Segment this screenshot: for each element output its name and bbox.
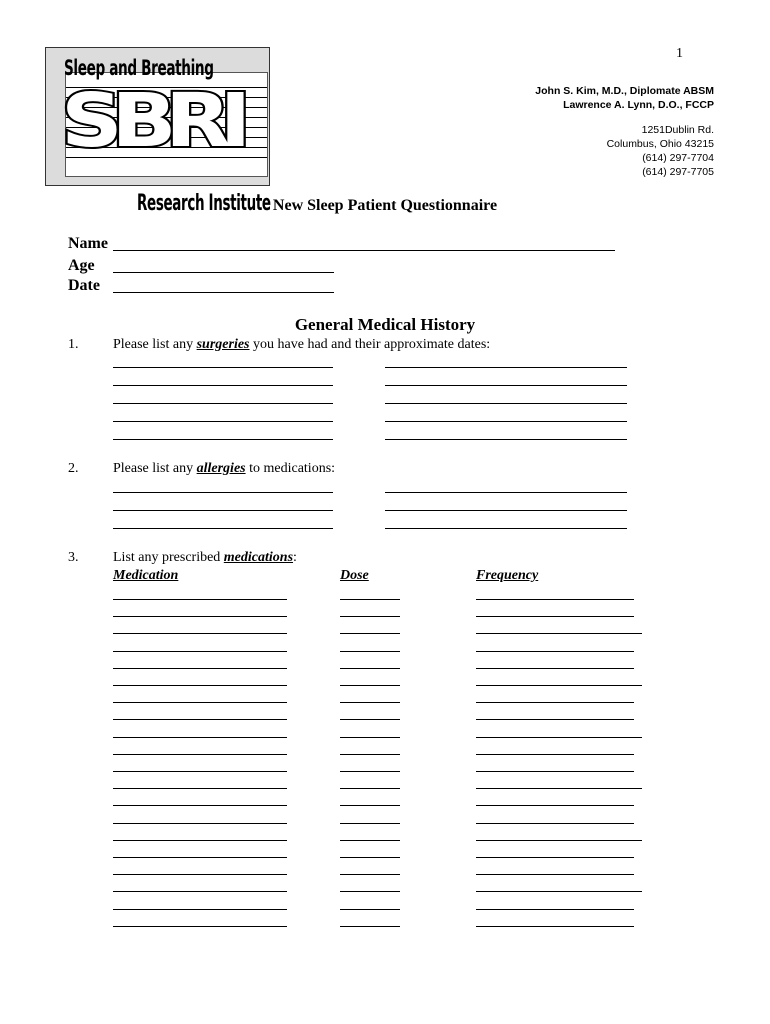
name-field[interactable] [113, 250, 615, 251]
medication-line[interactable] [113, 737, 287, 738]
dose-line[interactable] [340, 599, 400, 600]
dose-line[interactable] [340, 651, 400, 652]
date-label: Date [68, 277, 100, 294]
medication-line[interactable] [113, 702, 287, 703]
surgery-line-right[interactable] [385, 421, 627, 422]
medication-line[interactable] [113, 771, 287, 772]
frequency-line[interactable] [476, 771, 634, 772]
frequency-line[interactable] [476, 633, 642, 634]
medication-line[interactable] [113, 719, 287, 720]
q2-number: 2. [68, 461, 79, 476]
medication-line[interactable] [113, 633, 287, 634]
frequency-line[interactable] [476, 702, 634, 703]
q2-text: Please list any allergies to medications: [113, 461, 336, 476]
medication-line[interactable] [113, 891, 287, 892]
dose-line[interactable] [340, 891, 400, 892]
name-label: Name [68, 235, 108, 252]
frequency-line[interactable] [476, 754, 634, 755]
medication-line[interactable] [113, 823, 287, 824]
frequency-column-header: Frequency [476, 568, 539, 583]
q3-text: List any prescribed medications: [113, 550, 297, 565]
q3-number: 3. [68, 550, 79, 565]
medication-line[interactable] [113, 788, 287, 789]
surgery-line-left[interactable] [113, 403, 333, 404]
medication-line[interactable] [113, 616, 287, 617]
medication-line[interactable] [113, 874, 287, 875]
medication-line[interactable] [113, 754, 287, 755]
allergy-line-left[interactable] [113, 510, 333, 511]
q1-number: 1. [68, 337, 79, 352]
sbri-logo [45, 47, 271, 216]
dose-line[interactable] [340, 823, 400, 824]
dose-line[interactable] [340, 788, 400, 789]
dose-line[interactable] [340, 719, 400, 720]
age-field[interactable] [113, 272, 334, 273]
medication-line[interactable] [113, 685, 287, 686]
section-title: General Medical History [294, 315, 476, 334]
q3-keyword: medications [223, 550, 294, 565]
dose-line[interactable] [340, 737, 400, 738]
city-address: Columbus, Ohio 43215 [606, 138, 714, 150]
frequency-line[interactable] [476, 874, 634, 875]
frequency-line[interactable] [476, 823, 634, 824]
surgery-line-left[interactable] [113, 421, 333, 422]
medication-line[interactable] [113, 857, 287, 858]
dose-line[interactable] [340, 702, 400, 703]
street-address: 1251Dublin Rd. [641, 124, 714, 136]
q1-keyword: surgeries [196, 337, 250, 352]
surgery-line-left[interactable] [113, 439, 333, 440]
frequency-line[interactable] [476, 719, 634, 720]
frequency-line[interactable] [476, 788, 642, 789]
medication-line[interactable] [113, 805, 287, 806]
surgery-line-right[interactable] [385, 403, 627, 404]
medication-line[interactable] [113, 840, 287, 841]
phone-2: (614) 297-7705 [642, 166, 714, 178]
dose-line[interactable] [340, 616, 400, 617]
doctor-1: John S. Kim, M.D., Diplomate ABSM [535, 85, 714, 97]
allergy-line-right[interactable] [385, 528, 627, 529]
medication-line[interactable] [113, 909, 287, 910]
doctor-2: Lawrence A. Lynn, D.O., FCCP [563, 99, 714, 111]
frequency-line[interactable] [476, 909, 634, 910]
logo-text-bottom: Research Institute [137, 191, 271, 216]
dose-line[interactable] [340, 771, 400, 772]
dose-line[interactable] [340, 685, 400, 686]
frequency-line[interactable] [476, 926, 634, 927]
frequency-line[interactable] [476, 805, 634, 806]
page-title: New Sleep Patient Questionnaire [272, 197, 498, 214]
phone-1: (614) 297-7704 [642, 152, 714, 164]
age-label: Age [68, 257, 95, 274]
allergy-line-left[interactable] [113, 492, 333, 493]
surgery-line-left[interactable] [113, 385, 333, 386]
allergy-line-right[interactable] [385, 492, 627, 493]
frequency-line[interactable] [476, 685, 642, 686]
dose-line[interactable] [340, 909, 400, 910]
surgery-line-right[interactable] [385, 439, 627, 440]
frequency-line[interactable] [476, 737, 642, 738]
dose-line[interactable] [340, 633, 400, 634]
medication-column-header: Medication [113, 568, 179, 583]
dose-line[interactable] [340, 857, 400, 858]
q1-text: Please list any surgeries you have had and their approximate dates: [113, 337, 491, 352]
frequency-line[interactable] [476, 891, 642, 892]
logo-letters: SBRI [61, 78, 240, 164]
medication-line[interactable] [113, 926, 287, 927]
frequency-line[interactable] [476, 668, 634, 669]
allergy-line-left[interactable] [113, 528, 333, 529]
dose-line[interactable] [340, 840, 400, 841]
dose-line[interactable] [340, 874, 400, 875]
dose-line[interactable] [340, 754, 400, 755]
allergy-line-right[interactable] [385, 510, 627, 511]
date-field[interactable] [113, 292, 334, 293]
surgery-line-right[interactable] [385, 385, 627, 386]
frequency-line[interactable] [476, 651, 634, 652]
frequency-line[interactable] [476, 840, 642, 841]
dose-column-header: Dose [340, 568, 369, 583]
surgery-line-left[interactable] [113, 367, 333, 368]
frequency-line[interactable] [476, 599, 634, 600]
medication-line[interactable] [113, 651, 287, 652]
logo-text-top: Sleep and Breathing [64, 56, 214, 80]
page-number: 1 [676, 46, 683, 61]
dose-line[interactable] [340, 926, 400, 927]
dose-line[interactable] [340, 668, 400, 669]
q2-keyword: allergies [196, 461, 246, 476]
medication-line[interactable] [113, 599, 287, 600]
frequency-line[interactable] [476, 616, 634, 617]
medication-line[interactable] [113, 668, 287, 669]
dose-line[interactable] [340, 805, 400, 806]
frequency-line[interactable] [476, 857, 634, 858]
surgery-line-right[interactable] [385, 367, 627, 368]
